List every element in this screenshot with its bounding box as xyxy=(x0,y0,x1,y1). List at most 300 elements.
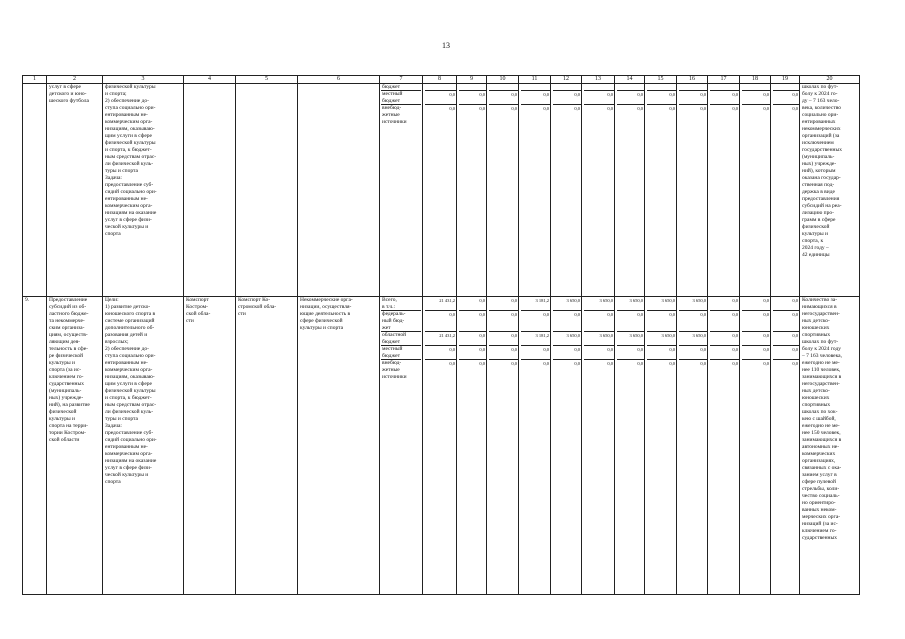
funding-value: 0,0 xyxy=(763,333,769,338)
funding-value: 3 650,0 xyxy=(629,333,643,338)
goals-and-tasks-line: ли физической куль- xyxy=(105,409,154,415)
expected-result-line: (муниципаль- xyxy=(802,154,835,160)
expected-result-line: Количество за- xyxy=(802,297,838,303)
goals-and-tasks-line: сидий социально ори- xyxy=(105,189,157,195)
funding-value: 0,0 xyxy=(511,347,517,352)
funding-source-label: бюджет xyxy=(382,353,400,359)
table-row-9 xyxy=(23,297,860,595)
funding-value-column xyxy=(551,84,582,297)
measure-name-line: спорта (за ис- xyxy=(49,367,82,373)
expected-result-line: физической xyxy=(802,224,830,230)
funding-value-column xyxy=(519,297,551,595)
funding-source xyxy=(381,332,421,346)
goals-and-tasks-line: щим услуги в сфере xyxy=(105,381,152,387)
goals-and-tasks-line: Задача: xyxy=(105,175,122,181)
funding-value: 0,0 xyxy=(449,312,455,317)
goals-and-tasks xyxy=(103,297,184,595)
funding-value-column xyxy=(771,297,800,595)
expected-result-line: нее 150 человек, xyxy=(802,430,841,436)
funding-value: 21 431,2 xyxy=(439,298,455,303)
table-row-continued xyxy=(23,84,860,297)
funding-value: 0,0 xyxy=(792,361,798,366)
funding-value: 3 650,0 xyxy=(629,298,643,303)
expected-result-line: чество социаль- xyxy=(802,493,840,499)
funding-value: 0,0 xyxy=(700,347,706,352)
funding-value: 0,0 xyxy=(607,106,613,111)
funding-source xyxy=(381,91,421,105)
expected-result-line: болу к 2024 го- xyxy=(802,91,838,97)
expected-result-line: государственных xyxy=(802,147,842,153)
expected-result-line: коммерческих xyxy=(802,451,836,457)
column-header: 12 xyxy=(551,76,582,84)
funding-value xyxy=(460,84,485,85)
goals-and-tasks-line: ным средствам отрас- xyxy=(105,154,157,160)
expected-result-line: века, количество xyxy=(802,105,842,111)
funding-value: 0,0 xyxy=(700,312,706,317)
goals-and-tasks-line: низациям на оказание xyxy=(105,458,157,464)
funding-value: 0,0 xyxy=(479,106,485,111)
goals-and-tasks-line: ступа социально ори- xyxy=(105,105,156,111)
measure-name-line: детского и юно- xyxy=(49,91,87,97)
funding-value-column xyxy=(645,84,677,297)
funding-source-label: бюджет xyxy=(382,84,400,90)
funding-value-column xyxy=(740,84,771,297)
expected-result-line: ний), которым xyxy=(802,168,836,174)
expected-result-line: организациях, xyxy=(802,458,836,464)
funding-value: 3 181,2 xyxy=(535,298,549,303)
expected-result-line: школах по хок- xyxy=(802,409,838,415)
funding-value: 0,0 xyxy=(763,361,769,366)
funding-source xyxy=(381,297,421,311)
expected-result-line: социально ори- xyxy=(802,112,839,118)
measure-name-line: Предоставление xyxy=(49,297,88,303)
goals-and-tasks-line: услуг в сфере физи- xyxy=(105,465,152,471)
goals-and-tasks-line: и спорта, к бюджет- xyxy=(105,147,152,153)
goals-and-tasks-line: спорта xyxy=(105,231,121,237)
column-header: 1 xyxy=(23,76,47,84)
column-header: 18 xyxy=(740,76,771,84)
goals-and-tasks xyxy=(103,84,184,297)
funding-value: 0,0 xyxy=(732,92,738,97)
expected-result-line: школах по фут- xyxy=(802,84,839,90)
expected-result-line: кею с шайбой, xyxy=(802,416,836,422)
expected-result-line: сфере пулевой xyxy=(802,479,836,485)
goals-and-tasks-line: низациям, оказываю- xyxy=(105,126,155,132)
funding-source-label: местный xyxy=(382,346,403,352)
funding-value: 0,0 xyxy=(637,347,643,352)
funding-value: 0,0 xyxy=(543,106,549,111)
funding-value: 0,0 xyxy=(700,106,706,111)
co-executor-line: стромской обла- xyxy=(238,304,277,310)
funding-value: 0,0 xyxy=(479,347,485,352)
expected-result-line: школах по фут- xyxy=(802,339,839,345)
funding-value: 0,0 xyxy=(543,312,549,317)
goals-and-tasks-line: спорта xyxy=(105,479,121,485)
funding-value-column xyxy=(423,84,457,297)
participants-line: ющие деятельность в xyxy=(300,311,351,317)
funding-value: 0,0 xyxy=(700,361,706,366)
funding-value-column xyxy=(615,297,645,595)
expected-result-line: ванных неком- xyxy=(802,507,837,513)
column-header: 16 xyxy=(677,76,708,84)
funding-value: 0,0 xyxy=(763,106,769,111)
funding-value: 0,0 xyxy=(669,92,675,97)
expected-result-line: держка в виде xyxy=(802,189,835,195)
goals-and-tasks-line: ентированным не- xyxy=(105,444,148,450)
goals-and-tasks-line: взрослых; xyxy=(105,339,129,345)
expected-result-line: мерческих орга- xyxy=(802,514,841,520)
co-executor-line: сти xyxy=(238,311,246,317)
column-header: 6 xyxy=(298,76,380,84)
funding-value: 0,0 xyxy=(792,298,798,303)
funding-value: 3 650,0 xyxy=(661,298,675,303)
goals-and-tasks-line: предоставление суб- xyxy=(105,430,154,436)
expected-result-line: ных детско- xyxy=(802,388,830,394)
funding-value: 0,0 xyxy=(732,347,738,352)
funding-value: 0,0 xyxy=(574,347,580,352)
funding-value xyxy=(711,84,738,85)
goals-and-tasks-line: физической культуры xyxy=(105,388,156,394)
funding-value: 3 650,0 xyxy=(566,298,580,303)
funding-source-list xyxy=(380,297,423,595)
expected-result-line: связанных с ока- xyxy=(802,465,842,471)
measure-name-line: тельность в сфе- xyxy=(49,346,88,352)
page-number: 13 xyxy=(442,41,450,50)
column-header: 3 xyxy=(103,76,184,84)
funding-source-label: бюджет xyxy=(382,98,400,104)
funding-source-label: источники xyxy=(382,374,407,380)
goals-and-tasks-line: дополнительного об- xyxy=(105,325,155,331)
measure-name-line: циям, осуществ- xyxy=(49,332,88,338)
measure-name-line: (муниципаль- xyxy=(49,388,82,394)
expected-result-line: ключением го- xyxy=(802,528,837,534)
expected-result-line: занимающихся в xyxy=(802,374,842,380)
measure-name-line: та некоммерче- xyxy=(49,318,85,324)
measure-name-line: тории Костром- xyxy=(49,430,86,436)
expected-result-line: нее 110 человек, xyxy=(802,367,841,373)
column-header: 17 xyxy=(708,76,740,84)
column-header: 8 xyxy=(423,76,457,84)
funding-value-column xyxy=(582,84,615,297)
funding-value: 3 650,0 xyxy=(599,298,613,303)
column-header: 2 xyxy=(47,76,103,84)
funding-value-column xyxy=(457,84,487,297)
column-header: 13 xyxy=(582,76,615,84)
funding-value: 0,0 xyxy=(511,361,517,366)
goals-and-tasks-line: Задача: xyxy=(105,423,122,429)
column-header: 11 xyxy=(519,76,551,84)
goals-and-tasks-line: щим услуги в сфере xyxy=(105,133,152,139)
funding-value xyxy=(585,84,613,85)
funding-source xyxy=(381,360,421,381)
column-header: 9 xyxy=(457,76,487,84)
goals-and-tasks-line: коммерческим орга- xyxy=(105,119,153,125)
expected-result-line: ежегодно не ме- xyxy=(802,423,840,429)
funding-value-column xyxy=(677,297,708,595)
funding-value: 0,0 xyxy=(543,361,549,366)
goals-and-tasks-line: 2) обеспечение до- xyxy=(105,346,149,352)
expected-result-line: низаций (за ис- xyxy=(802,521,838,527)
funding-value: 0,0 xyxy=(637,106,643,111)
expected-result-line: юношеских xyxy=(802,325,830,331)
measure-name-line: ний), на развитие xyxy=(49,402,90,408)
measure-name-line: субсидий из об- xyxy=(49,304,87,310)
funding-source-label: областной xyxy=(382,332,407,338)
funding-value: 0,0 xyxy=(511,298,517,303)
expected-result-line: спортивных xyxy=(802,402,831,408)
column-number-row xyxy=(23,76,860,84)
measure-name-line: культуры и xyxy=(49,360,75,366)
funding-value-column xyxy=(582,297,615,595)
funding-value: 0,0 xyxy=(637,312,643,317)
goals-and-tasks-line: юношеского спорта в xyxy=(105,311,156,317)
column-header: 7 xyxy=(380,76,423,84)
funding-source xyxy=(381,84,421,91)
funding-value: 3 650,0 xyxy=(692,333,706,338)
funding-value-column xyxy=(708,297,740,595)
funding-value-column xyxy=(423,297,457,595)
expected-result-line: занимающихся в xyxy=(802,437,842,443)
goals-and-tasks-line: коммерческим орга- xyxy=(105,367,153,373)
funding-value-column xyxy=(708,84,740,297)
funding-value: 3 650,0 xyxy=(566,333,580,338)
column-header: 10 xyxy=(487,76,519,84)
funding-value: 0,0 xyxy=(732,312,738,317)
participants-line: культуры и спорта xyxy=(300,325,344,331)
funding-value: 3 650,0 xyxy=(692,298,706,303)
goals-and-tasks-line: низациям на оказание xyxy=(105,210,157,216)
funding-value xyxy=(618,84,643,85)
goals-and-tasks-line: Цели: xyxy=(105,297,119,303)
funding-value: 0,0 xyxy=(669,347,675,352)
funding-value: 0,0 xyxy=(479,298,485,303)
expected-result-line: болу к 2024 году xyxy=(802,346,842,352)
funding-source-label: жетные xyxy=(382,112,400,118)
goals-and-tasks-line: ческой культуры и xyxy=(105,472,149,478)
funding-value: 0,0 xyxy=(574,106,580,111)
expected-result-line: ных детско- xyxy=(802,318,830,324)
expected-result-line: культуры и xyxy=(802,231,828,237)
funding-value: 0,0 xyxy=(637,92,643,97)
column-header: 19 xyxy=(771,76,800,84)
funding-value: 0,0 xyxy=(449,106,455,111)
expected-result-line: исключением xyxy=(802,140,834,146)
funding-source-label: источники xyxy=(382,119,407,125)
funding-value: 0,0 xyxy=(792,333,798,338)
funding-value: 0,0 xyxy=(732,361,738,366)
funding-value-column xyxy=(677,84,708,297)
responsible-executor-line: ской обла- xyxy=(186,311,211,317)
funding-value: 0,0 xyxy=(574,361,580,366)
funding-value: 0,0 xyxy=(792,106,798,111)
funding-value-column xyxy=(771,84,800,297)
measure-name-line: шеского футбола xyxy=(49,98,89,104)
goals-and-tasks-line: 1) развитие детско- xyxy=(105,304,151,310)
program-table xyxy=(22,75,860,595)
expected-result-line: ентированных xyxy=(802,119,836,125)
funding-source-label: федераль- xyxy=(382,311,406,317)
funding-source-label: местный xyxy=(382,91,403,97)
funding-value xyxy=(490,84,517,85)
funding-value xyxy=(743,84,769,85)
participants-line: Некоммерческие орга- xyxy=(300,297,353,303)
responsible-executor xyxy=(184,297,236,595)
funding-value: 0,0 xyxy=(763,92,769,97)
funding-value: 0,0 xyxy=(637,361,643,366)
goals-and-tasks-line: системе организаций xyxy=(105,318,155,324)
funding-value: 3 650,0 xyxy=(661,333,675,338)
funding-source-label: жетные xyxy=(382,367,400,373)
funding-value-column xyxy=(487,84,519,297)
row-number xyxy=(23,84,47,297)
column-header: 5 xyxy=(236,76,298,84)
funding-value xyxy=(774,84,798,85)
expected-result-line: оказана государ- xyxy=(802,175,841,181)
column-header: 14 xyxy=(615,76,645,84)
goals-and-tasks-line: и спорта, к бюджет- xyxy=(105,395,152,401)
responsible-executor-line: сти xyxy=(186,318,194,324)
expected-result xyxy=(800,84,860,297)
funding-value: 0,0 xyxy=(763,298,769,303)
measure-name-line: физической xyxy=(49,409,77,415)
funding-value: 0,0 xyxy=(511,312,517,317)
funding-value: 0,0 xyxy=(449,92,455,97)
expected-result-line: занием услуг в xyxy=(802,472,837,478)
measure-name-line: ляющим дея- xyxy=(49,339,81,345)
row-number: 9. xyxy=(23,297,47,595)
measure-name-line: спорта на терри- xyxy=(49,423,88,429)
measure-name-line: ключением го- xyxy=(49,374,84,380)
goals-and-tasks-line: 2) обеспечение до- xyxy=(105,98,149,104)
funding-value-column xyxy=(551,297,582,595)
measure-name-line: услуг в сфере xyxy=(49,84,81,90)
funding-value: 0,0 xyxy=(511,333,517,338)
funding-value: 0,0 xyxy=(449,347,455,352)
funding-value: 0,0 xyxy=(792,92,798,97)
funding-source-label: бюджет xyxy=(382,339,400,345)
funding-value: 0,0 xyxy=(732,333,738,338)
goals-and-tasks-line: и спорта; xyxy=(105,91,127,97)
measure-name-line: ных) учрежде- xyxy=(49,395,84,401)
co-executor-line: Комспорт Ко- xyxy=(238,297,271,303)
funding-value: 0,0 xyxy=(732,298,738,303)
funding-value: 0,0 xyxy=(607,361,613,366)
co-executor xyxy=(236,84,298,297)
funding-value-column xyxy=(615,84,645,297)
funding-source-label: внебюд- xyxy=(382,105,402,111)
funding-value: 0,0 xyxy=(479,92,485,97)
expected-result-line: сударственных xyxy=(802,535,837,541)
funding-value xyxy=(554,84,580,85)
funding-value: 0,0 xyxy=(792,312,798,317)
goals-and-tasks-line: разования детей и xyxy=(105,332,148,338)
expected-result-line: 2024 году – xyxy=(802,245,829,251)
funding-value xyxy=(680,84,706,85)
responsible-executor-line: Комспорт xyxy=(186,297,209,303)
funding-value: 0,0 xyxy=(792,347,798,352)
funding-source-label: в т.ч.: xyxy=(382,304,396,310)
funding-value: 0,0 xyxy=(449,361,455,366)
funding-value: 0,0 xyxy=(479,312,485,317)
expected-result-line: негосударствен- xyxy=(802,311,840,317)
funding-value-column xyxy=(645,297,677,595)
expected-result-line: но ориентиро- xyxy=(802,500,836,506)
participants-line: сфере физической xyxy=(300,318,343,324)
measure-name-line: ре физической xyxy=(49,353,84,359)
measure-name-line: ластного бюдже- xyxy=(49,311,89,317)
funding-value: 0,0 xyxy=(479,333,485,338)
goals-and-tasks-line: туры и спорта xyxy=(105,168,138,174)
funding-value: 0,0 xyxy=(511,106,517,111)
funding-value xyxy=(648,84,675,85)
goals-and-tasks-line: ческой культуры и xyxy=(105,224,149,230)
funding-value: 21 431,2 xyxy=(439,333,455,338)
funding-value: 0,0 xyxy=(700,92,706,97)
expected-result-line: грамм в сфере xyxy=(802,217,836,223)
funding-value: 0,0 xyxy=(763,312,769,317)
expected-result-line: ежегодно не ме- xyxy=(802,360,840,366)
expected-result-line: ду – 7 163 чело- xyxy=(802,98,840,104)
expected-result-line: – 7 163 человека, xyxy=(802,353,842,359)
measure-name-line: ской области xyxy=(49,437,80,443)
column-header: 4 xyxy=(184,76,236,84)
measure-name-line: культуры и xyxy=(49,416,75,422)
funding-value: 0,0 xyxy=(669,312,675,317)
expected-result-line: ственная под- xyxy=(802,182,835,188)
funding-source-label: жет xyxy=(382,325,391,331)
funding-value: 0,0 xyxy=(732,106,738,111)
responsible-executor xyxy=(184,84,236,297)
funding-source-label: внебюд- xyxy=(382,360,402,366)
expected-result-line: негосударствен- xyxy=(802,381,840,387)
goals-and-tasks-line: ентированным не- xyxy=(105,196,148,202)
participants xyxy=(298,84,380,297)
funding-source-list xyxy=(380,84,423,297)
funding-source xyxy=(381,105,421,126)
funding-value-column xyxy=(487,297,519,595)
expected-result-line: предоставления xyxy=(802,196,840,202)
funding-value xyxy=(426,84,455,85)
goals-and-tasks-line: услуг в сфере физи- xyxy=(105,217,152,223)
funding-value: 0,0 xyxy=(669,361,675,366)
funding-value: 0,0 xyxy=(574,92,580,97)
goals-and-tasks-line: предоставление суб- xyxy=(105,182,154,188)
funding-source xyxy=(381,346,421,360)
expected-result-line: субсидий на реа- xyxy=(802,203,842,209)
funding-source-label: Всего, xyxy=(382,297,397,303)
expected-result xyxy=(800,297,860,595)
funding-value: 0,0 xyxy=(669,106,675,111)
goals-and-tasks-line: ентированным не- xyxy=(105,112,148,118)
funding-value: 0,0 xyxy=(543,347,549,352)
funding-value: 0,0 xyxy=(607,312,613,317)
funding-value-column xyxy=(740,297,771,595)
funding-value-column xyxy=(519,84,551,297)
goals-and-tasks-line: сидий социально ори- xyxy=(105,437,157,443)
expected-result-line: спорта, к xyxy=(802,238,824,244)
participants xyxy=(298,297,380,595)
expected-result-line: стрельбы, коли- xyxy=(802,486,840,492)
participants-line: низации, осуществля- xyxy=(300,304,352,310)
goals-and-tasks-line: коммерческим орга- xyxy=(105,203,153,209)
goals-and-tasks-line: физической культуры xyxy=(105,84,156,90)
goals-and-tasks-line: низациям, оказываю- xyxy=(105,374,155,380)
funding-value: 3 181,2 xyxy=(535,333,549,338)
column-header: 20 xyxy=(800,76,860,84)
funding-value: 0,0 xyxy=(607,347,613,352)
expected-result-line: 42 единицы xyxy=(802,252,830,258)
funding-value xyxy=(522,84,549,85)
